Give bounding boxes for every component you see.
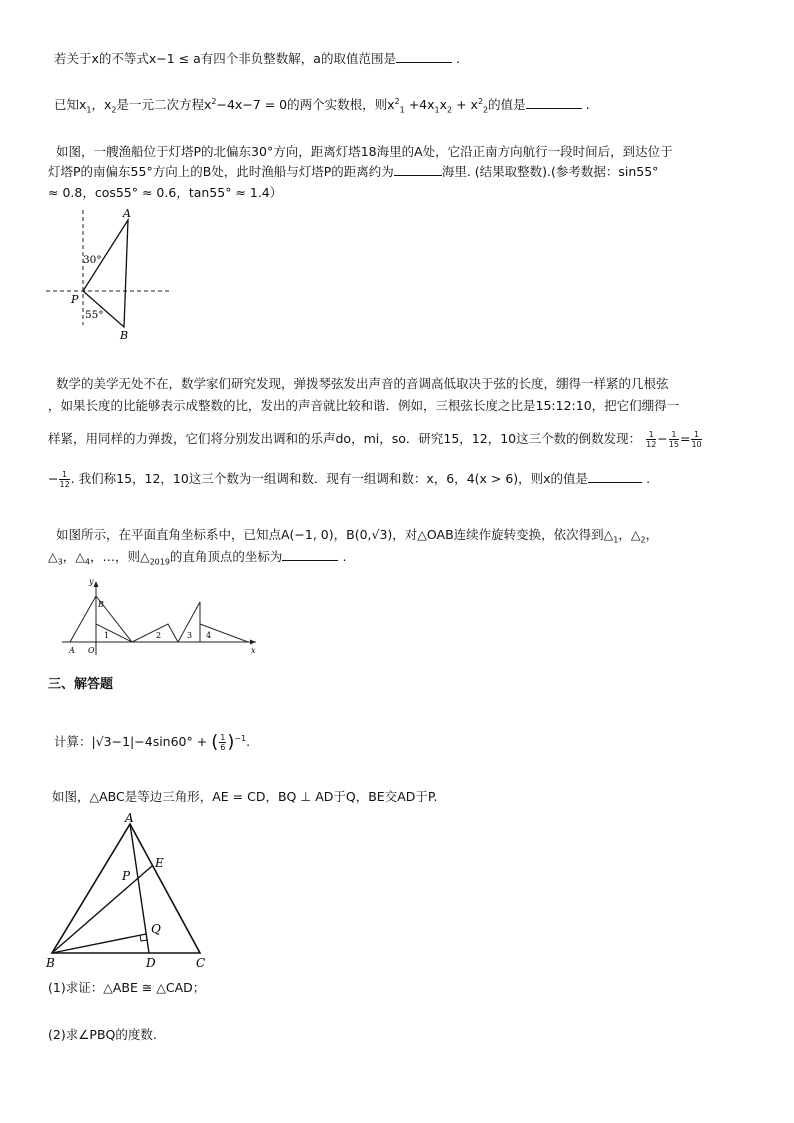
- denominator: 6: [220, 743, 226, 752]
- label-D: D: [146, 956, 156, 970]
- question-equilateral: 如图，△ABC是等边三角形，AE = CD，BQ ⊥ AD于Q，BE交AD于P.: [52, 789, 438, 804]
- question-harmonic-line1: 数学的美学无处不在，数学家们研究发现，弹拨琴弦发出声音的音调高低取决于弦的长度，绷得一样紧的几根弦: [56, 376, 669, 391]
- text-part: . 我们称15，12，10这三个数为一组调和数．现有一组调和数：x，6，4(x > 6)，则x的值是: [70, 471, 589, 486]
- question-lighthouse-line1: 如图，一艘渔船位于灯塔P的北偏东30°方向，距离灯塔18海里的A处，它沿正南方向航行一段时间后，到达位于: [56, 144, 673, 159]
- label-O: O: [88, 646, 95, 655]
- subscript: 2: [111, 105, 117, 115]
- question-lighthouse-line2: [48, 163, 658, 181]
- subscript: 4: [84, 557, 90, 567]
- numerator: 1: [669, 430, 679, 440]
- subscript: 1: [86, 105, 92, 115]
- fraction-1-10: [691, 430, 701, 449]
- text-part: 的值是: [488, 97, 526, 112]
- text-part: 是一元二次方程x: [116, 97, 212, 112]
- label-C: C: [196, 956, 206, 970]
- question-lighthouse-line3: ≈ 0.8，cos55° ≈ 0.6，tan55° ≈ 1.4）: [48, 185, 283, 200]
- text-part: 已知x: [54, 97, 87, 112]
- superscript: 2: [477, 96, 484, 106]
- question-part-2: (2)求∠PBQ的度数.: [48, 1027, 157, 1042]
- segment-AD: [130, 824, 149, 953]
- left-paren: (: [211, 731, 219, 753]
- minus-sign: −: [657, 431, 668, 446]
- label-4: 4: [206, 631, 212, 640]
- label-P: P: [71, 293, 79, 306]
- answer-blank: [282, 548, 338, 561]
- label-A: A: [69, 646, 75, 655]
- denominator: 12: [646, 440, 657, 449]
- numerator: 1: [59, 470, 69, 480]
- punctuation: .: [455, 51, 460, 66]
- question-compute: [54, 731, 250, 754]
- answer-blank: [394, 163, 442, 176]
- subscript: 2: [447, 105, 453, 115]
- numerator: 1: [646, 430, 656, 440]
- superscript: 2: [394, 96, 400, 106]
- label-x: x: [251, 646, 256, 655]
- question-harmonic-line2: ，如果长度的比能够表示成整数的比，发出的声音就比较和谐．例如，三根弦长度之比是15:12:10，把它们绷得一: [48, 398, 680, 413]
- fraction-1-15: [669, 430, 679, 449]
- text-part: 的直角顶点的坐标为: [169, 549, 283, 564]
- label-1: 1: [104, 631, 110, 640]
- question-text: 若关于x的不等式x−1 ≤ a有四个非负整数解，a的取值范围是: [54, 51, 396, 66]
- subscript: 3: [57, 557, 63, 567]
- angle-55-label: 55°: [85, 309, 104, 321]
- subscript: 1: [434, 105, 440, 115]
- punctuation: .: [342, 549, 347, 564]
- text-part: ，x: [91, 97, 112, 112]
- text-part: +4x: [404, 97, 435, 112]
- right-paren: ): [227, 731, 235, 753]
- question-harmonic-line4: [48, 468, 650, 490]
- superscript: 2: [211, 96, 217, 106]
- text-part: −4x−7 = 0的两个实数根，则x: [216, 97, 395, 112]
- question-rotation-line1: [56, 526, 658, 544]
- label-A: A: [125, 811, 134, 825]
- label-B: B: [98, 600, 104, 609]
- subscript: 1: [399, 105, 405, 115]
- label-B: B: [120, 329, 129, 342]
- y-axis-arrow-icon: [94, 581, 99, 587]
- punctuation: .: [646, 471, 651, 486]
- answer-blank: [588, 470, 642, 483]
- answer-blank: [396, 50, 452, 63]
- text-part: ，△: [62, 549, 85, 564]
- answer-blank: [526, 96, 582, 109]
- question-part-1: (1)求证：△ABE ≅ △CAD；: [48, 980, 206, 995]
- text-part: 灯塔P的南偏东55°方向上的B处，此时渔船与灯塔P的距离约为: [48, 164, 394, 179]
- subscript: 1: [613, 535, 619, 545]
- text-part: + x: [452, 97, 478, 112]
- subscript: 2: [640, 535, 646, 545]
- fraction-1-6: [219, 733, 226, 752]
- label-P: P: [122, 869, 131, 883]
- question-inequality: [54, 50, 460, 68]
- text-part: ，△: [618, 527, 641, 542]
- subscript: 2019: [149, 557, 170, 567]
- angle-30-label: 30°: [83, 254, 102, 266]
- lighthouse-figure: [40, 200, 180, 348]
- triangle-2: [132, 624, 178, 642]
- subscript: 2: [483, 105, 489, 115]
- text-part: x: [439, 97, 448, 112]
- punctuation: .: [246, 734, 251, 749]
- label-3: 3: [187, 631, 193, 640]
- numerator: 1: [220, 733, 226, 742]
- label-y: y: [89, 577, 94, 586]
- segment-BE: [52, 866, 152, 953]
- section-heading-answers: 三、解答题: [48, 677, 114, 692]
- text-part: 海里. (结果取整数).(参考数据：sin55°: [441, 164, 659, 179]
- minus-sign: −: [48, 471, 59, 486]
- fraction-1-12: [59, 470, 69, 489]
- text-part: 如图所示，在平面直角坐标系中，已知点A(−1, 0)，B(0,√3)，对△OAB连续作旋转变换，依次得到△: [56, 527, 614, 542]
- fraction-1-12: [646, 430, 656, 449]
- x-axis-arrow-icon: [250, 640, 256, 645]
- label-E: E: [155, 856, 164, 870]
- numerator: 1: [691, 430, 701, 440]
- superscript: −1: [234, 733, 247, 743]
- segment-BQ: [52, 934, 146, 953]
- question-quadratic-roots: [54, 96, 590, 114]
- label-2: 2: [156, 631, 162, 640]
- label-B: B: [46, 956, 55, 970]
- text-part: ，…，则△: [89, 549, 150, 564]
- text-part: ，: [645, 527, 659, 542]
- question-harmonic-line3: [48, 428, 703, 450]
- triangle-OAB: [70, 596, 96, 642]
- denominator: 12: [59, 480, 70, 489]
- question-rotation-line2: [48, 548, 346, 566]
- rotation-figure: [60, 575, 265, 657]
- label-A: A: [123, 207, 131, 220]
- text-part: △: [48, 549, 58, 564]
- punctuation: .: [585, 97, 590, 112]
- text-part: 样紧，用同样的力弹拨，它们将分别发出调和的乐声do，mi，so．研究15，12，10这三个数的倒数发现：: [48, 431, 642, 446]
- label-Q: Q: [151, 922, 161, 936]
- text-part: 计算：|√3−1|−4sin60° +: [54, 734, 212, 749]
- equilateral-triangle-figure: [40, 810, 220, 972]
- denominator: 10: [691, 440, 702, 449]
- equals-sign: =: [679, 431, 691, 446]
- denominator: 15: [668, 440, 679, 449]
